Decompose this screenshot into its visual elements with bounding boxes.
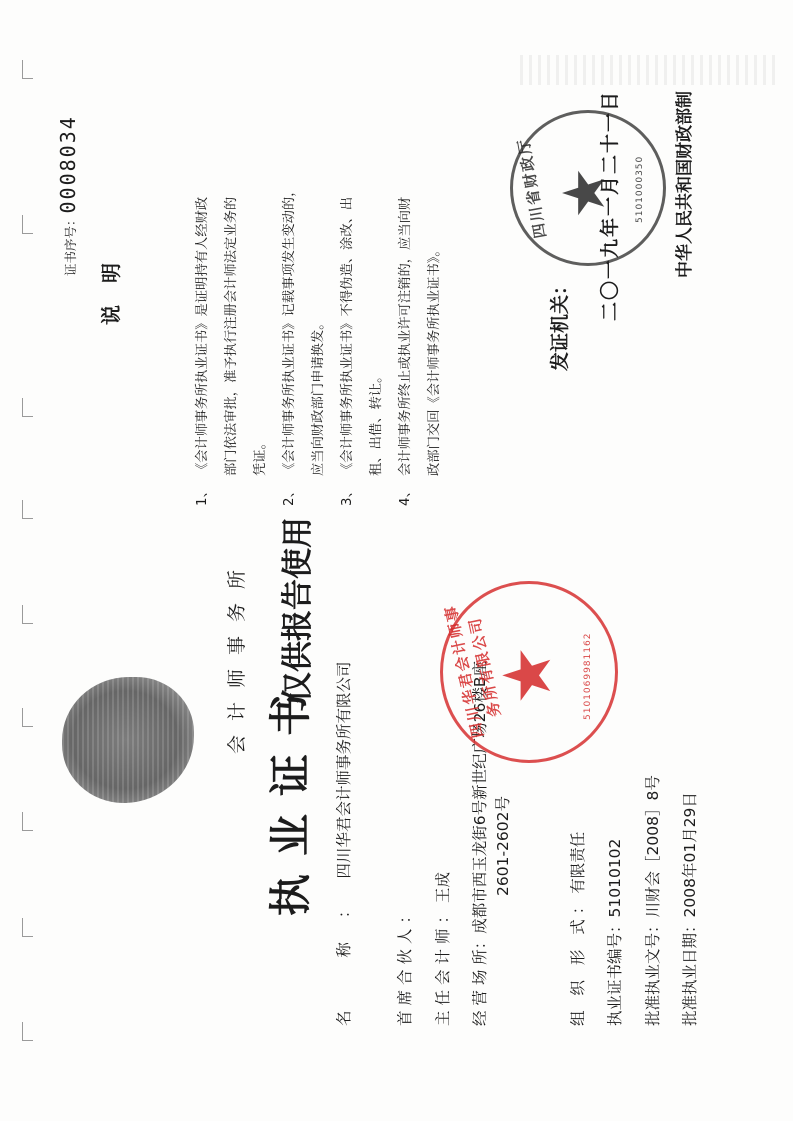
issue-date: 二〇一九年一月二十一日 [599,89,621,321]
firm-seal-text: 四川华君会计师事务所有限公司 [441,602,505,740]
notes-title: 说明 [99,241,123,325]
issuing-authority-label: 发证机关： [549,275,571,371]
note-item: 4、 会计师事务所终止或执业许可注销的，应当向财 政部门交回《会计师事务所执业证书》。 [398,196,442,506]
certificate-title: 执业证书 [266,675,315,916]
note-item: 3、 《会计师事务所执业证书》不得伪造、涂改、出 租、出借、转让。 [340,196,384,506]
star-icon: ★ [550,167,618,219]
firm-seal [440,581,618,763]
note-item: 2、 《会计师事务所执业证书》记载事项发生变动的， 应当向财政部门申请换发。 [282,183,326,506]
field-approval-date: 批准执业日期：2008年01月29日 [681,792,699,1026]
field-chief-accountant: 主任会计师：王成 [434,871,452,1026]
field-approval-document: 批准执业文号：川财会［2008］8号 [644,775,662,1026]
field-organization-form: 组 织 形 式：有限责任 [569,831,587,1026]
star-icon: ★ [489,645,566,705]
notes-list [188,36,449,506]
authority-seal-text: 四川省财政厅 [514,136,550,240]
national-emblem [62,677,194,803]
firm-type: 会计师事务所 [226,555,248,754]
field-chief-partner: 首席合伙人： [396,902,414,1026]
field-business-address-line2: 2601-2602号 [494,796,512,896]
field-license-number: 执业证书编号：51010102 [606,838,624,1026]
firm-seal-number: 5101069981162 [583,632,593,720]
field-name: 名 称：四川华君会计师事务所有限公司 [335,661,353,1026]
serial: 证书序号：0008034 [56,115,80,276]
note-item: 1、 《会计师事务所执业证书》是证明持有人经财政 部门依法审批，准予执行注册会计师法定业务的 凭证。 [195,196,268,506]
usage-note: 仅供报告使用 [280,517,316,703]
authority-seal [510,110,666,266]
authority-seal-number: 5101000350 [635,155,645,223]
ministry-footer: 中华人民共和国财政部制 [675,91,695,278]
field-business-address: 经 营 场 所：成都市西玉龙街6号新世纪广场26楼B座 [471,660,489,1026]
